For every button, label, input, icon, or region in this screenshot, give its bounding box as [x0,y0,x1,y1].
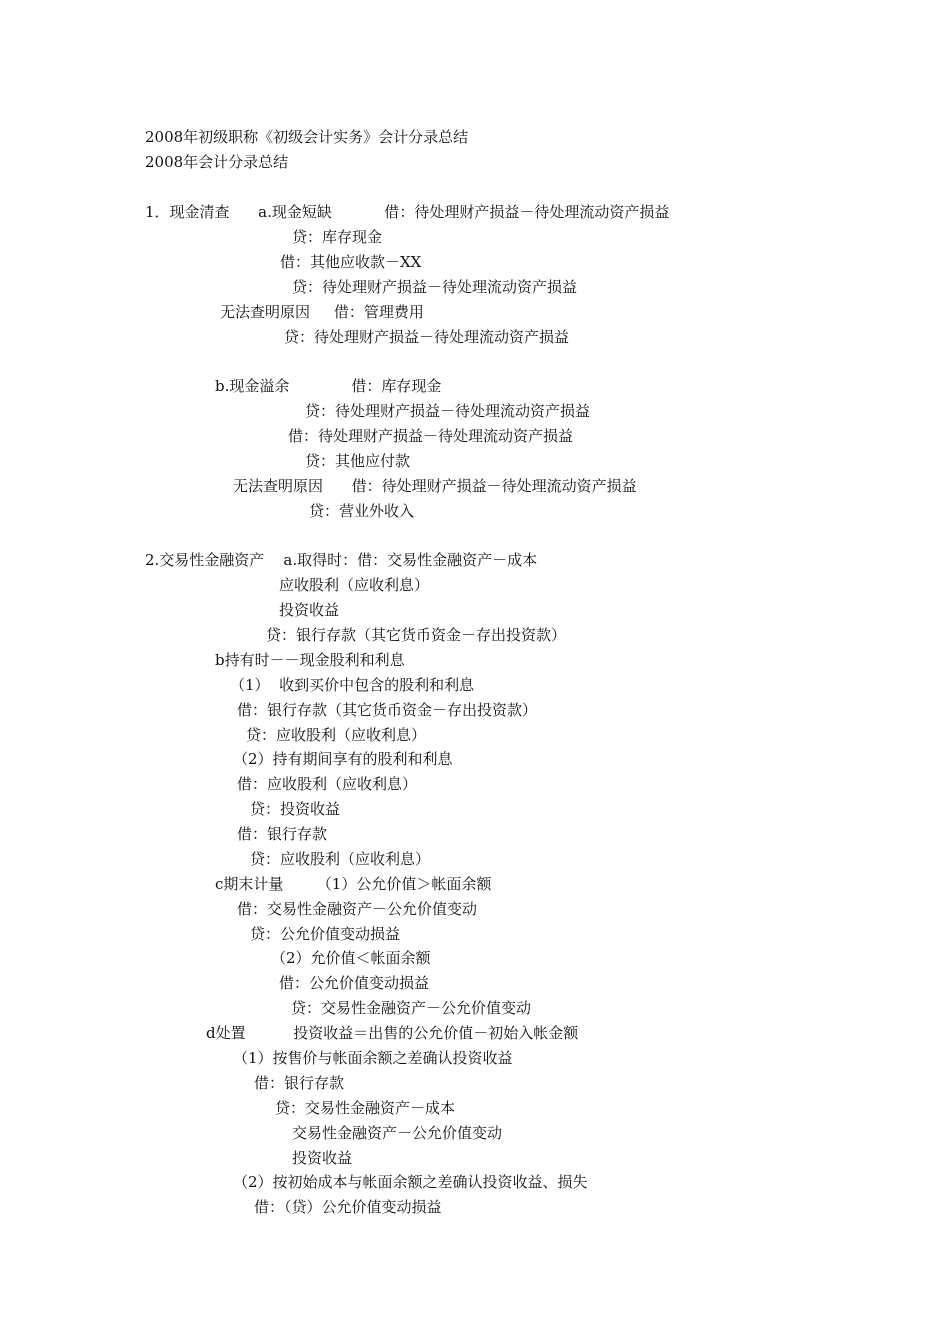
text-line: （2）持有期间享有的股利和利息 [233,750,453,768]
text-line: 贷：公允价值变动损益 [250,925,401,943]
text-line: 贷：待处理财产损益－待处理流动资产损益 [292,278,578,296]
text-line: 贷：营业外收入 [309,502,415,520]
text-line: 贷：投资收益 [250,800,341,818]
text-line: 贷：银行存款（其它货币资金－存出投资款） [266,626,567,644]
text-line: 投资收益 [279,601,340,619]
text-line: 贷：库存现金 [292,228,383,246]
text-line: c期末计量 （1）公允价值＞帐面余额 [215,875,492,893]
text-line: 贷：交易性金融资产－成本 [275,1099,456,1117]
text-line: 2.交易性金融资产 a.取得时：借：交易性金融资产－成本 [145,551,538,569]
text-line: 借：交易性金融资产－公允价值变动 [237,900,478,918]
text-line: 贷：其他应付款 [305,452,411,470]
text-line: （1）按售价与帐面余额之差确认投资收益 [233,1049,513,1067]
text-line: （1） 收到买价中包含的股利和利息 [230,676,475,694]
text-line: 贷：待处理财产损益－待处理流动资产损益 [284,328,570,346]
text-line: 交易性金融资产－公允价值变动 [292,1124,503,1142]
text-line: 借：银行存款（其它货币资金－存出投资款） [237,701,538,719]
document-subtitle: 2008年会计分录总结 [145,153,289,171]
text-line: 借：应收股利（应收利息） [237,775,418,793]
text-line: 借：（贷）公允价值变动损益 [254,1198,442,1216]
text-line: d处置 投资收益＝出售的公允价值－初始入帐金额 [206,1024,579,1042]
text-line: b.现金溢余 借：库存现金 [215,377,442,395]
text-line: （2）按初始成本与帐面余额之差确认投资收益、损失 [233,1173,588,1191]
text-line: 贷：待处理财产损益－待处理流动资产损益 [305,402,591,420]
text-line: 投资收益 [292,1149,353,1167]
text-line: 无法查明原因 借：待处理财产损益－待处理流动资产损益 [233,477,637,495]
text-line: 贷：应收股利（应收利息） [250,850,431,868]
text-line: 无法查明原因 借：管理费用 [220,303,424,321]
text-line: 贷：交易性金融资产－公允价值变动 [291,999,532,1017]
text-line: 借：其他应收款－XX [280,253,422,271]
text-line: 应收股利（应收利息） [279,576,430,594]
document-title: 2008年初级职称《初级会计实务》会计分录总结 [145,128,469,146]
text-line: 借：待处理财产损益－待处理流动资产损益 [288,427,574,445]
text-line: 借：银行存款 [254,1074,345,1092]
text-line: 1．现金清查 a.现金短缺 借：待处理财产损益－待处理流动资产损益 [145,203,670,221]
text-line: 借：银行存款 [237,825,328,843]
text-line: 借：公允价值变动损益 [279,974,430,992]
text-line: b持有时－－现金股利和利息 [215,651,405,669]
text-line: （2）允价值＜帐面余额 [271,949,431,967]
text-line: 贷：应收股利（应收利息） [246,726,427,744]
